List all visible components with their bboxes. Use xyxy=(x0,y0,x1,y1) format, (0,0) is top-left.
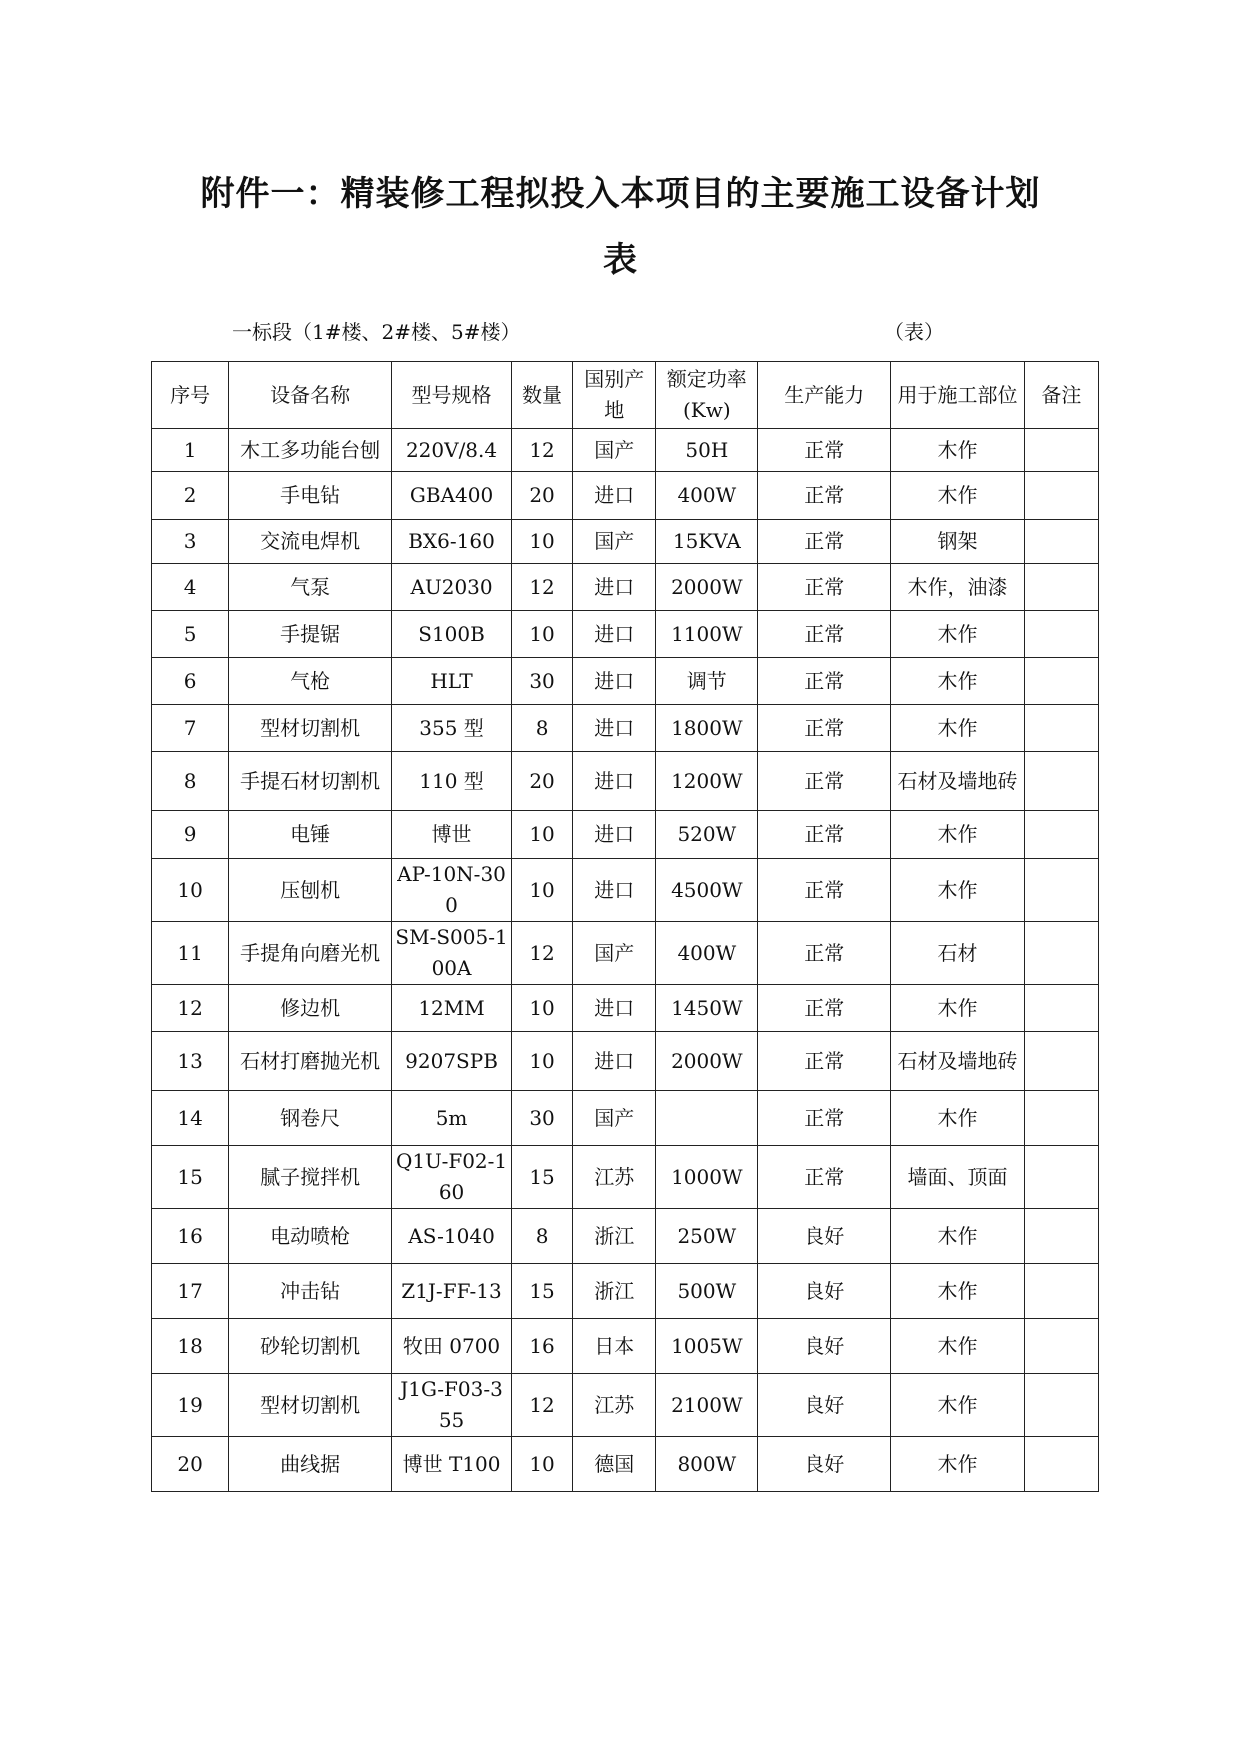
cell-model-spec: Q1U-F02-160 xyxy=(392,1146,512,1209)
cell-capacity: 正常 xyxy=(758,520,891,564)
table-row xyxy=(152,611,1099,658)
table-row xyxy=(152,1091,1099,1146)
cell-capacity: 正常 xyxy=(758,611,891,658)
cell-origin: 国产 xyxy=(573,429,656,472)
cell-row-number: 12 xyxy=(152,985,229,1032)
cell-origin: 进口 xyxy=(573,611,656,658)
cell-remarks xyxy=(1024,1264,1098,1319)
cell-usage-area: 石材及墙地砖 xyxy=(891,1032,1024,1091)
cell-row-number: 14 xyxy=(152,1091,229,1146)
cell-model-spec: HLT xyxy=(392,658,512,705)
cell-row-number: 6 xyxy=(152,658,229,705)
cell-quantity: 20 xyxy=(512,752,573,811)
cell-model-spec: Z1J-FF-13 xyxy=(392,1264,512,1319)
cell-model-spec: 355 型 xyxy=(392,705,512,752)
cell-quantity: 15 xyxy=(512,1146,573,1209)
cell-model-spec: 110 型 xyxy=(392,752,512,811)
cell-usage-area: 木作 xyxy=(891,611,1024,658)
cell-rated-power: 调节 xyxy=(656,658,758,705)
header-cell: 设备名称 xyxy=(229,362,392,429)
cell-model-spec: 博世 xyxy=(392,811,512,859)
cell-origin: 进口 xyxy=(573,472,656,520)
cell-rated-power: 1005W xyxy=(656,1319,758,1374)
cell-origin: 江苏 xyxy=(573,1146,656,1209)
cell-row-number: 11 xyxy=(152,922,229,985)
cell-capacity: 正常 xyxy=(758,472,891,520)
cell-model-spec: AU2030 xyxy=(392,564,512,611)
cell-usage-area: 木作 xyxy=(891,1437,1024,1492)
table-row xyxy=(152,1146,1099,1209)
cell-equipment-name: 钢卷尺 xyxy=(229,1091,392,1146)
table-note: （表） xyxy=(884,320,944,344)
cell-equipment-name: 电锤 xyxy=(229,811,392,859)
cell-rated-power xyxy=(656,1091,758,1146)
cell-rated-power: 400W xyxy=(656,922,758,985)
cell-usage-area: 木作 xyxy=(891,472,1024,520)
cell-capacity: 正常 xyxy=(758,429,891,472)
cell-remarks xyxy=(1024,985,1098,1032)
cell-origin: 进口 xyxy=(573,658,656,705)
cell-equipment-name: 电动喷枪 xyxy=(229,1209,392,1264)
table-row xyxy=(152,752,1099,811)
cell-remarks xyxy=(1024,520,1098,564)
cell-model-spec: BX6-160 xyxy=(392,520,512,564)
cell-equipment-name: 砂轮切割机 xyxy=(229,1319,392,1374)
cell-row-number: 20 xyxy=(152,1437,229,1492)
cell-usage-area: 木作 xyxy=(891,811,1024,859)
cell-origin: 日本 xyxy=(573,1319,656,1374)
cell-rated-power: 400W xyxy=(656,472,758,520)
cell-remarks xyxy=(1024,752,1098,811)
cell-quantity: 8 xyxy=(512,1209,573,1264)
header-cell: 数量 xyxy=(512,362,573,429)
cell-row-number: 5 xyxy=(152,611,229,658)
cell-origin: 进口 xyxy=(573,859,656,922)
table-row xyxy=(152,1437,1099,1492)
cell-remarks xyxy=(1024,564,1098,611)
cell-equipment-name: 修边机 xyxy=(229,985,392,1032)
cell-capacity: 正常 xyxy=(758,1146,891,1209)
cell-rated-power: 2100W xyxy=(656,1374,758,1437)
cell-quantity: 16 xyxy=(512,1319,573,1374)
cell-remarks xyxy=(1024,859,1098,922)
header-cell: 序号 xyxy=(152,362,229,429)
table-row xyxy=(152,922,1099,985)
cell-remarks xyxy=(1024,1032,1098,1091)
cell-rated-power: 500W xyxy=(656,1264,758,1319)
cell-row-number: 15 xyxy=(152,1146,229,1209)
cell-row-number: 19 xyxy=(152,1374,229,1437)
cell-rated-power: 520W xyxy=(656,811,758,859)
cell-origin: 进口 xyxy=(573,705,656,752)
cell-usage-area: 钢架 xyxy=(891,520,1024,564)
cell-rated-power: 1200W xyxy=(656,752,758,811)
cell-capacity: 良好 xyxy=(758,1437,891,1492)
cell-capacity: 正常 xyxy=(758,859,891,922)
cell-model-spec: 5m xyxy=(392,1091,512,1146)
cell-usage-area: 石材 xyxy=(891,922,1024,985)
header-cell: 生产能力 xyxy=(758,362,891,429)
cell-capacity: 正常 xyxy=(758,1091,891,1146)
cell-rated-power: 50H xyxy=(656,429,758,472)
cell-remarks xyxy=(1024,429,1098,472)
cell-rated-power: 4500W xyxy=(656,859,758,922)
cell-capacity: 正常 xyxy=(758,985,891,1032)
table-row xyxy=(152,564,1099,611)
cell-row-number: 8 xyxy=(152,752,229,811)
cell-rated-power: 250W xyxy=(656,1209,758,1264)
cell-capacity: 正常 xyxy=(758,752,891,811)
cell-equipment-name: 曲线据 xyxy=(229,1437,392,1492)
cell-equipment-name: 手提石材切割机 xyxy=(229,752,392,811)
cell-model-spec: 12MM xyxy=(392,985,512,1032)
equipment-table xyxy=(151,361,1099,1492)
header-cell: 用于施工部位 xyxy=(891,362,1024,429)
cell-model-spec: 博世 T100 xyxy=(392,1437,512,1492)
cell-capacity: 良好 xyxy=(758,1374,891,1437)
table-row xyxy=(152,472,1099,520)
document-title-continued: 表 xyxy=(603,240,638,280)
table-row xyxy=(152,985,1099,1032)
cell-usage-area: 木作 xyxy=(891,705,1024,752)
cell-usage-area: 墙面、顶面 xyxy=(891,1146,1024,1209)
cell-rated-power: 1100W xyxy=(656,611,758,658)
cell-row-number: 13 xyxy=(152,1032,229,1091)
header-cell: 额定功率(Kw) xyxy=(656,362,758,429)
table-row xyxy=(152,705,1099,752)
cell-quantity: 10 xyxy=(512,985,573,1032)
cell-remarks xyxy=(1024,611,1098,658)
table-body xyxy=(152,429,1099,1492)
cell-remarks xyxy=(1024,1091,1098,1146)
cell-origin: 进口 xyxy=(573,1032,656,1091)
cell-quantity: 10 xyxy=(512,611,573,658)
cell-capacity: 正常 xyxy=(758,811,891,859)
cell-model-spec: J1G-F03-355 xyxy=(392,1374,512,1437)
cell-quantity: 10 xyxy=(512,859,573,922)
cell-equipment-name: 交流电焊机 xyxy=(229,520,392,564)
cell-quantity: 12 xyxy=(512,564,573,611)
cell-equipment-name: 木工多功能台刨 xyxy=(229,429,392,472)
cell-origin: 国产 xyxy=(573,1091,656,1146)
cell-equipment-name: 气枪 xyxy=(229,658,392,705)
cell-origin: 进口 xyxy=(573,752,656,811)
cell-usage-area: 木作 xyxy=(891,658,1024,705)
cell-origin: 进口 xyxy=(573,985,656,1032)
header-cell: 型号规格 xyxy=(392,362,512,429)
table-row xyxy=(152,429,1099,472)
cell-quantity: 12 xyxy=(512,1374,573,1437)
cell-usage-area: 木作 xyxy=(891,1091,1024,1146)
cell-row-number: 17 xyxy=(152,1264,229,1319)
cell-usage-area: 木作 xyxy=(891,1264,1024,1319)
document-title: 附件一：精装修工程拟投入本项目的主要施工设备计划 xyxy=(200,174,1041,214)
cell-remarks xyxy=(1024,811,1098,859)
cell-capacity: 正常 xyxy=(758,658,891,705)
cell-remarks xyxy=(1024,1209,1098,1264)
header-cell: 备注 xyxy=(1024,362,1098,429)
cell-model-spec: S100B xyxy=(392,611,512,658)
cell-origin: 国产 xyxy=(573,922,656,985)
cell-origin: 德国 xyxy=(573,1437,656,1492)
cell-quantity: 12 xyxy=(512,429,573,472)
cell-remarks xyxy=(1024,1146,1098,1209)
cell-rated-power: 1450W xyxy=(656,985,758,1032)
cell-origin: 江苏 xyxy=(573,1374,656,1437)
cell-equipment-name: 腻子搅拌机 xyxy=(229,1146,392,1209)
cell-equipment-name: 手提角向磨光机 xyxy=(229,922,392,985)
cell-equipment-name: 气泵 xyxy=(229,564,392,611)
cell-row-number: 2 xyxy=(152,472,229,520)
cell-model-spec: GBA400 xyxy=(392,472,512,520)
cell-quantity: 30 xyxy=(512,1091,573,1146)
cell-model-spec: SM-S005-100A xyxy=(392,922,512,985)
cell-remarks xyxy=(1024,1437,1098,1492)
cell-row-number: 16 xyxy=(152,1209,229,1264)
cell-model-spec: 220V/8.4 xyxy=(392,429,512,472)
cell-origin: 进口 xyxy=(573,811,656,859)
cell-capacity: 正常 xyxy=(758,922,891,985)
cell-row-number: 1 xyxy=(152,429,229,472)
cell-origin: 国产 xyxy=(573,520,656,564)
cell-remarks xyxy=(1024,1319,1098,1374)
cell-capacity: 正常 xyxy=(758,705,891,752)
cell-remarks xyxy=(1024,1374,1098,1437)
cell-quantity: 10 xyxy=(512,1437,573,1492)
cell-capacity: 正常 xyxy=(758,1032,891,1091)
header-cell: 国别产地 xyxy=(573,362,656,429)
cell-row-number: 10 xyxy=(152,859,229,922)
cell-equipment-name: 型材切割机 xyxy=(229,705,392,752)
cell-capacity: 良好 xyxy=(758,1264,891,1319)
cell-rated-power: 2000W xyxy=(656,1032,758,1091)
cell-usage-area: 木作 xyxy=(891,1209,1024,1264)
cell-equipment-name: 手提锯 xyxy=(229,611,392,658)
cell-quantity: 30 xyxy=(512,658,573,705)
cell-row-number: 3 xyxy=(152,520,229,564)
cell-rated-power: 1800W xyxy=(656,705,758,752)
cell-model-spec: AS-1040 xyxy=(392,1209,512,1264)
table-row xyxy=(152,658,1099,705)
cell-quantity: 15 xyxy=(512,1264,573,1319)
cell-row-number: 7 xyxy=(152,705,229,752)
cell-model-spec: 9207SPB xyxy=(392,1032,512,1091)
table-row xyxy=(152,1032,1099,1091)
cell-usage-area: 木作 xyxy=(891,429,1024,472)
cell-quantity: 10 xyxy=(512,811,573,859)
cell-equipment-name: 手电钻 xyxy=(229,472,392,520)
cell-equipment-name: 石材打磨抛光机 xyxy=(229,1032,392,1091)
cell-usage-area: 石材及墙地砖 xyxy=(891,752,1024,811)
cell-remarks xyxy=(1024,705,1098,752)
cell-rated-power: 2000W xyxy=(656,564,758,611)
table-row xyxy=(152,811,1099,859)
cell-quantity: 10 xyxy=(512,520,573,564)
table-header-row xyxy=(152,362,1099,429)
table-row xyxy=(152,1264,1099,1319)
cell-origin: 浙江 xyxy=(573,1209,656,1264)
cell-usage-area: 木作 xyxy=(891,985,1024,1032)
cell-remarks xyxy=(1024,658,1098,705)
cell-usage-area: 木作 xyxy=(891,1319,1024,1374)
cell-origin: 进口 xyxy=(573,564,656,611)
cell-equipment-name: 压刨机 xyxy=(229,859,392,922)
cell-usage-area: 木作 xyxy=(891,1374,1024,1437)
cell-model-spec: AP-10N-300 xyxy=(392,859,512,922)
cell-rated-power: 15KVA xyxy=(656,520,758,564)
table-row xyxy=(152,1374,1099,1437)
cell-rated-power: 1000W xyxy=(656,1146,758,1209)
cell-row-number: 9 xyxy=(152,811,229,859)
table-row xyxy=(152,520,1099,564)
cell-origin: 浙江 xyxy=(573,1264,656,1319)
cell-equipment-name: 冲击钻 xyxy=(229,1264,392,1319)
cell-rated-power: 800W xyxy=(656,1437,758,1492)
section-label: 一标段（1#楼、2#楼、5#楼） xyxy=(232,320,521,344)
cell-usage-area: 木作，油漆 xyxy=(891,564,1024,611)
cell-capacity: 良好 xyxy=(758,1319,891,1374)
cell-remarks xyxy=(1024,922,1098,985)
cell-row-number: 4 xyxy=(152,564,229,611)
cell-quantity: 20 xyxy=(512,472,573,520)
cell-row-number: 18 xyxy=(152,1319,229,1374)
table-row xyxy=(152,1209,1099,1264)
cell-equipment-name: 型材切割机 xyxy=(229,1374,392,1437)
cell-quantity: 12 xyxy=(512,922,573,985)
table-row xyxy=(152,859,1099,922)
cell-remarks xyxy=(1024,472,1098,520)
cell-quantity: 10 xyxy=(512,1032,573,1091)
cell-model-spec: 牧田 0700 xyxy=(392,1319,512,1374)
cell-capacity: 良好 xyxy=(758,1209,891,1264)
cell-quantity: 8 xyxy=(512,705,573,752)
cell-capacity: 正常 xyxy=(758,564,891,611)
cell-usage-area: 木作 xyxy=(891,859,1024,922)
table-row xyxy=(152,1319,1099,1374)
